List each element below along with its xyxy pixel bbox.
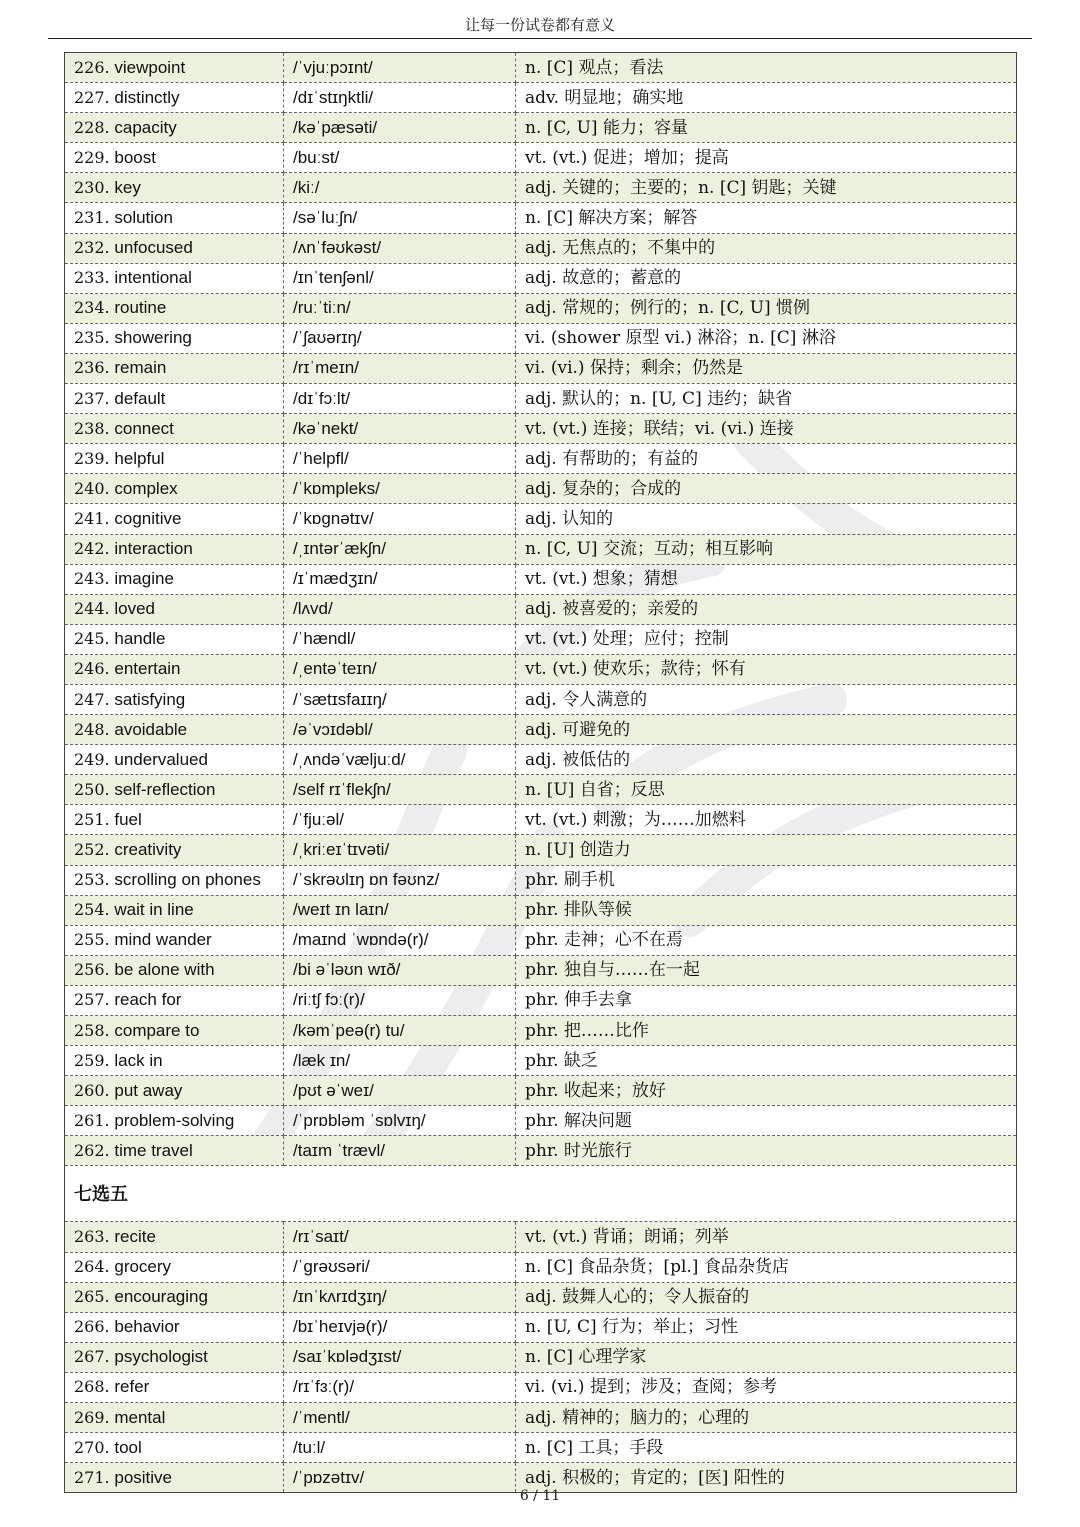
- word-cell: [65, 594, 284, 624]
- definition-cell: adj. 精神的；脑力的；心理的: [516, 1403, 1017, 1433]
- entry-number: 230.: [74, 177, 110, 197]
- word-cell: [65, 53, 284, 83]
- definition-cell: n. [C] 解决方案；解答: [516, 203, 1017, 233]
- entry-word: distinctly: [114, 87, 180, 107]
- section-heading: 七选五: [65, 1166, 1017, 1222]
- definition-cell: adj. 无焦点的；不集中的: [516, 233, 1017, 263]
- table-row: [65, 233, 1017, 263]
- entry-word: unfocused: [114, 238, 193, 258]
- phonetic-cell: /bɪˈheɪvjə(r)/: [284, 1312, 516, 1342]
- phonetic-cell: /ˈpɒzətɪv/: [284, 1463, 516, 1493]
- entry-word: recite: [114, 1227, 156, 1247]
- definition-cell: phr. 刷手机: [516, 865, 1017, 895]
- definition-cell: n. [U] 自省；反思: [516, 775, 1017, 805]
- page-header: 让每一份试卷都有意义: [464, 16, 615, 34]
- word-cell: [65, 624, 284, 654]
- entry-number: 237.: [74, 388, 110, 408]
- definition-cell: adj. 认知的: [516, 504, 1017, 534]
- definition-cell: vt. (vt.) 想象；猜想: [516, 564, 1017, 594]
- phonetic-cell: /rɪˈfɜː(r)/: [284, 1372, 516, 1402]
- vocabulary-table: [64, 52, 1017, 1493]
- word-cell: [65, 654, 284, 684]
- entry-number: 256.: [74, 960, 110, 980]
- phonetic-cell: /ˌʌndəˈvæljuːd/: [284, 745, 516, 775]
- definition-cell: adj. 复杂的；合成的: [516, 474, 1017, 504]
- word-cell: [65, 955, 284, 985]
- table-row: [65, 1076, 1017, 1106]
- word-cell: [65, 1076, 284, 1106]
- entry-number: 269.: [74, 1407, 110, 1427]
- phonetic-cell: /ruːˈtiːn/: [284, 293, 516, 323]
- definition-cell: vi. (vi.) 提到；涉及；查阅；参考: [516, 1372, 1017, 1402]
- word-cell: [65, 775, 284, 805]
- phonetic-cell: /ˌkriːeɪˈtɪvəti/: [284, 835, 516, 865]
- word-cell: [65, 474, 284, 504]
- table-row: [65, 353, 1017, 383]
- word-cell: [65, 1136, 284, 1166]
- phonetic-cell: /buːst/: [284, 143, 516, 173]
- table-row: [65, 1433, 1017, 1463]
- entry-word: mental: [114, 1407, 166, 1427]
- word-cell: [65, 1312, 284, 1342]
- phonetic-cell: /ˈfjuːəl/: [284, 805, 516, 835]
- word-cell: [65, 865, 284, 895]
- definition-cell: adj. 积极的；肯定的；[医] 阳性的: [516, 1463, 1017, 1493]
- entry-number: 261.: [74, 1110, 110, 1130]
- entry-word: interaction: [114, 539, 193, 559]
- entry-number: 227.: [74, 87, 110, 107]
- word-cell: [65, 113, 284, 143]
- word-cell: [65, 684, 284, 714]
- entry-number: 244.: [74, 599, 110, 619]
- entry-number: 232.: [74, 238, 110, 258]
- word-cell: [65, 353, 284, 383]
- entry-word: positive: [114, 1467, 172, 1487]
- phonetic-cell: /rɪˈsaɪt/: [284, 1222, 516, 1252]
- entry-number: 242.: [74, 539, 110, 559]
- entry-word: capacity: [114, 117, 177, 137]
- phonetic-cell: /saɪˈkɒlədʒɪst/: [284, 1342, 516, 1372]
- definition-cell: vt. (vt.) 处理；应付；控制: [516, 624, 1017, 654]
- entry-number: 249.: [74, 749, 110, 769]
- entry-word: remain: [114, 358, 167, 378]
- entry-number: 245.: [74, 629, 110, 649]
- table-row: [65, 263, 1017, 293]
- definition-cell: vt. (vt.) 使欢乐；款待；怀有: [516, 654, 1017, 684]
- entry-number: 250.: [74, 779, 110, 799]
- phonetic-cell: /ʌnˈfəʊkəst/: [284, 233, 516, 263]
- phonetic-cell: /kiː/: [284, 173, 516, 203]
- definition-cell: phr. 伸手去拿: [516, 985, 1017, 1015]
- table-row: [65, 925, 1017, 955]
- table-row: [65, 474, 1017, 504]
- entry-number: 231.: [74, 208, 110, 228]
- phonetic-cell: /ˈkɒgnətɪv/: [284, 504, 516, 534]
- word-cell: [65, 173, 284, 203]
- entry-number: 240.: [74, 478, 110, 498]
- word-cell: [65, 1433, 284, 1463]
- entry-word: time travel: [114, 1140, 193, 1160]
- table-row: [65, 1372, 1017, 1402]
- table-row: [65, 53, 1017, 83]
- entry-number: 262.: [74, 1140, 110, 1160]
- word-cell: [65, 1222, 284, 1252]
- table-row: [65, 594, 1017, 624]
- entry-number: 270.: [74, 1437, 110, 1457]
- word-cell: [65, 323, 284, 353]
- entry-word: entertain: [114, 659, 181, 679]
- definition-cell: phr. 解决问题: [516, 1106, 1017, 1136]
- definition-cell: adj. 鼓舞人心的；令人振奋的: [516, 1282, 1017, 1312]
- table-row: [65, 865, 1017, 895]
- entry-word: encouraging: [114, 1287, 208, 1307]
- definition-cell: adj. 故意的；蓄意的: [516, 263, 1017, 293]
- table-row: [65, 534, 1017, 564]
- word-cell: [65, 444, 284, 474]
- table-row: [65, 1252, 1017, 1282]
- phonetic-cell: /rɪˈmeɪn/: [284, 353, 516, 383]
- entry-word: intentional: [114, 268, 192, 288]
- word-cell: [65, 143, 284, 173]
- word-cell: [65, 1403, 284, 1433]
- phonetic-cell: /ˈkɒmpleks/: [284, 474, 516, 504]
- definition-cell: n. [C] 食品杂货；[pl.] 食品杂货店: [516, 1252, 1017, 1282]
- entry-word: put away: [114, 1080, 183, 1100]
- word-cell: [65, 1282, 284, 1312]
- definition-cell: n. [C, U] 交流；互动；相互影响: [516, 534, 1017, 564]
- table-row: [65, 805, 1017, 835]
- phonetic-cell: /ˌentəˈteɪn/: [284, 654, 516, 684]
- table-row: [65, 1016, 1017, 1046]
- entry-word: routine: [114, 298, 167, 318]
- word-cell: [65, 293, 284, 323]
- table-row: [65, 1136, 1017, 1166]
- table-row: [65, 203, 1017, 233]
- entry-number: 259.: [74, 1050, 110, 1070]
- definition-cell: adj. 有帮助的；有益的: [516, 444, 1017, 474]
- entry-number: 241.: [74, 508, 110, 528]
- definition-cell: phr. 把……比作: [516, 1016, 1017, 1046]
- table-row: [65, 444, 1017, 474]
- phonetic-cell: /ˈmentl/: [284, 1403, 516, 1433]
- definition-cell: adj. 令人满意的: [516, 684, 1017, 714]
- word-cell: [65, 1016, 284, 1046]
- entry-number: 226.: [74, 57, 110, 77]
- entry-word: satisfying: [114, 689, 186, 709]
- entry-word: problem-solving: [114, 1110, 235, 1130]
- entry-word: viewpoint: [114, 57, 186, 77]
- definition-cell: vi. (shower 原型 vi.) 淋浴；n. [C] 淋浴: [516, 323, 1017, 353]
- entry-word: mind wander: [114, 930, 212, 950]
- phonetic-cell: /bi əˈləʊn wɪð/: [284, 955, 516, 985]
- phonetic-cell: /ɪnˈkʌrɪdʒɪŋ/: [284, 1282, 516, 1312]
- table-row: [65, 955, 1017, 985]
- entry-word: be alone with: [114, 960, 215, 980]
- word-cell: [65, 745, 284, 775]
- entry-number: 268.: [74, 1377, 110, 1397]
- table-row: [65, 654, 1017, 684]
- word-cell: [65, 384, 284, 414]
- table-row: [65, 564, 1017, 594]
- entry-number: 233.: [74, 268, 110, 288]
- phonetic-cell: /əˈvɔɪdəbl/: [284, 715, 516, 745]
- table-row: [65, 113, 1017, 143]
- definition-cell: adj. 被低估的: [516, 745, 1017, 775]
- table-row: [65, 745, 1017, 775]
- table-row: [65, 1282, 1017, 1312]
- entry-word: boost: [114, 147, 156, 167]
- entry-word: avoidable: [114, 719, 188, 739]
- entry-word: default: [114, 388, 166, 408]
- table-row: [65, 835, 1017, 865]
- entry-word: undervalued: [114, 749, 208, 769]
- phonetic-cell: /ˈgrəʊsəri/: [284, 1252, 516, 1282]
- entry-number: 238.: [74, 418, 110, 438]
- word-cell: [65, 805, 284, 835]
- word-cell: [65, 985, 284, 1015]
- entry-number: 264.: [74, 1257, 110, 1277]
- entry-word: refer: [114, 1377, 150, 1397]
- phonetic-cell: /səˈluːʃn/: [284, 203, 516, 233]
- entry-number: 251.: [74, 809, 110, 829]
- word-cell: [65, 83, 284, 113]
- definition-cell: adj. 关键的；主要的；n. [C] 钥匙；关键: [516, 173, 1017, 203]
- table-row: [65, 173, 1017, 203]
- phonetic-cell: /riːtʃ fɔː(r)/: [284, 985, 516, 1015]
- definition-cell: adj. 默认的；n. [U, C] 违约；缺省: [516, 384, 1017, 414]
- definition-cell: phr. 时光旅行: [516, 1136, 1017, 1166]
- entry-number: 234.: [74, 298, 110, 318]
- section-heading-row: [65, 1166, 1017, 1222]
- entry-number: 257.: [74, 990, 110, 1010]
- entry-word: lack in: [114, 1050, 163, 1070]
- table-row: [65, 414, 1017, 444]
- page-number: 6 / 11: [519, 1488, 561, 1504]
- entry-word: helpful: [114, 448, 165, 468]
- table-row: [65, 293, 1017, 323]
- word-cell: [65, 504, 284, 534]
- phonetic-cell: /ˈhændl/: [284, 624, 516, 654]
- definition-cell: vt. (vt.) 背诵；朗诵；列举: [516, 1222, 1017, 1252]
- table-row: [65, 624, 1017, 654]
- phonetic-cell: /ɪˈmædʒɪn/: [284, 564, 516, 594]
- table-row: [65, 715, 1017, 745]
- phonetic-cell: /self rɪˈflekʃn/: [284, 775, 516, 805]
- phonetic-cell: /dɪˈstɪŋktli/: [284, 83, 516, 113]
- entry-number: 258.: [74, 1020, 110, 1040]
- word-cell: [65, 564, 284, 594]
- definition-cell: n. [U, C] 行为；举止；习性: [516, 1312, 1017, 1342]
- table-row: [65, 1342, 1017, 1372]
- table-row: [65, 83, 1017, 113]
- entry-word: loved: [114, 599, 155, 619]
- table-row: [65, 1403, 1017, 1433]
- phonetic-cell: /dɪˈfɔːlt/: [284, 384, 516, 414]
- entry-word: tool: [114, 1437, 142, 1457]
- entry-word: self-reflection: [114, 779, 216, 799]
- definition-cell: adv. 明显地；确实地: [516, 83, 1017, 113]
- entry-word: compare to: [114, 1020, 200, 1040]
- phonetic-cell: /kəˈnekt/: [284, 414, 516, 444]
- definition-cell: vt. (vt.) 连接；联结；vi. (vi.) 连接: [516, 414, 1017, 444]
- entry-word: cognitive: [114, 508, 182, 528]
- definition-cell: n. [C, U] 能力；容量: [516, 113, 1017, 143]
- word-cell: [65, 895, 284, 925]
- phonetic-cell: /ɪnˈtenʃənl/: [284, 263, 516, 293]
- definition-cell: phr. 收起来；放好: [516, 1076, 1017, 1106]
- entry-number: 235.: [74, 328, 110, 348]
- word-cell: [65, 715, 284, 745]
- word-cell: [65, 1252, 284, 1282]
- phonetic-cell: /ˈskrəʊlɪŋ ɒn fəʊnz/: [284, 865, 516, 895]
- word-cell: [65, 233, 284, 263]
- entry-word: behavior: [114, 1317, 180, 1337]
- entry-number: 266.: [74, 1317, 110, 1337]
- definition-cell: phr. 排队等候: [516, 895, 1017, 925]
- word-cell: [65, 1046, 284, 1076]
- phonetic-cell: /lʌvd/: [284, 594, 516, 624]
- phonetic-cell: /ˈhelpfl/: [284, 444, 516, 474]
- definition-cell: adj. 被喜爱的；亲爱的: [516, 594, 1017, 624]
- definition-cell: n. [U] 创造力: [516, 835, 1017, 865]
- phonetic-cell: /ˌɪntərˈækʃn/: [284, 534, 516, 564]
- table-row: [65, 1106, 1017, 1136]
- entry-number: 246.: [74, 659, 110, 679]
- entry-word: grocery: [114, 1257, 172, 1277]
- word-cell: [65, 1342, 284, 1372]
- word-cell: [65, 1372, 284, 1402]
- definition-cell: adj. 可避免的: [516, 715, 1017, 745]
- entry-number: 252.: [74, 839, 110, 859]
- phonetic-cell: /pʊt əˈweɪ/: [284, 1076, 516, 1106]
- entry-number: 254.: [74, 900, 110, 920]
- entry-word: creativity: [114, 839, 182, 859]
- definition-cell: phr. 走神；心不在焉: [516, 925, 1017, 955]
- definition-cell: phr. 缺乏: [516, 1046, 1017, 1076]
- table-row: [65, 1222, 1017, 1252]
- entry-word: showering: [114, 328, 192, 348]
- table-row: [65, 504, 1017, 534]
- definition-cell: adj. 常规的；例行的；n. [C, U] 惯例: [516, 293, 1017, 323]
- table-row: [65, 895, 1017, 925]
- entry-number: 228.: [74, 117, 110, 137]
- phonetic-cell: /ˈprɒbləm ˈsɒlvɪŋ/: [284, 1106, 516, 1136]
- definition-cell: vi. (vi.) 保持；剩余；仍然是: [516, 353, 1017, 383]
- entry-number: 229.: [74, 147, 110, 167]
- phonetic-cell: /kəmˈpeə(r) tu/: [284, 1016, 516, 1046]
- table-row: [65, 384, 1017, 414]
- entry-word: imagine: [114, 569, 174, 589]
- entry-number: 248.: [74, 719, 110, 739]
- definition-cell: n. [C] 心理学家: [516, 1342, 1017, 1372]
- phonetic-cell: /weɪt ɪn laɪn/: [284, 895, 516, 925]
- table-row: [65, 985, 1017, 1015]
- entry-number: 239.: [74, 448, 110, 468]
- entry-word: connect: [114, 418, 174, 438]
- phonetic-cell: /maɪnd ˈwɒndə(r)/: [284, 925, 516, 955]
- entry-number: 243.: [74, 569, 110, 589]
- phonetic-cell: /ˈsætɪsfaɪɪŋ/: [284, 684, 516, 714]
- table-row: [65, 1046, 1017, 1076]
- entry-number: 263.: [74, 1227, 110, 1247]
- table-row: [65, 684, 1017, 714]
- entry-word: wait in line: [114, 900, 194, 920]
- phonetic-cell: /ˈʃaʊərɪŋ/: [284, 323, 516, 353]
- phonetic-cell: /ˈvjuːpɔɪnt/: [284, 53, 516, 83]
- phonetic-cell: /kəˈpæsəti/: [284, 113, 516, 143]
- entry-number: 271.: [74, 1467, 110, 1487]
- entry-word: reach for: [114, 990, 182, 1010]
- phonetic-cell: /taɪm ˈtrævl/: [284, 1136, 516, 1166]
- definition-cell: vt. (vt.) 刺激；为……加燃料: [516, 805, 1017, 835]
- table-row: [65, 143, 1017, 173]
- entry-number: 265.: [74, 1287, 110, 1307]
- entry-word: complex: [114, 478, 178, 498]
- word-cell: [65, 925, 284, 955]
- table-row: [65, 1312, 1017, 1342]
- entry-word: psychologist: [114, 1347, 208, 1367]
- table-row: [65, 323, 1017, 353]
- word-cell: [65, 203, 284, 233]
- word-cell: [65, 835, 284, 865]
- phonetic-cell: /læk ɪn/: [284, 1046, 516, 1076]
- entry-number: 247.: [74, 689, 110, 709]
- entry-number: 255.: [74, 930, 110, 950]
- entry-word: solution: [114, 208, 173, 228]
- entry-word: key: [114, 177, 141, 197]
- definition-cell: phr. 独自与……在一起: [516, 955, 1017, 985]
- entry-word: scrolling on phones: [114, 870, 261, 890]
- entry-number: 236.: [74, 358, 110, 378]
- entry-number: 253.: [74, 870, 110, 890]
- phonetic-cell: /tuːl/: [284, 1433, 516, 1463]
- table-row: [65, 775, 1017, 805]
- word-cell: [65, 534, 284, 564]
- definition-cell: n. [C] 工具；手段: [516, 1433, 1017, 1463]
- entry-number: 267.: [74, 1347, 110, 1367]
- word-cell: [65, 263, 284, 293]
- entry-word: fuel: [114, 809, 142, 829]
- word-cell: [65, 414, 284, 444]
- entry-word: handle: [114, 629, 166, 649]
- word-cell: [65, 1106, 284, 1136]
- definition-cell: n. [C] 观点；看法: [516, 53, 1017, 83]
- definition-cell: vt. (vt.) 促进；增加；提高: [516, 143, 1017, 173]
- entry-number: 260.: [74, 1080, 110, 1100]
- header-rule: [48, 38, 1032, 39]
